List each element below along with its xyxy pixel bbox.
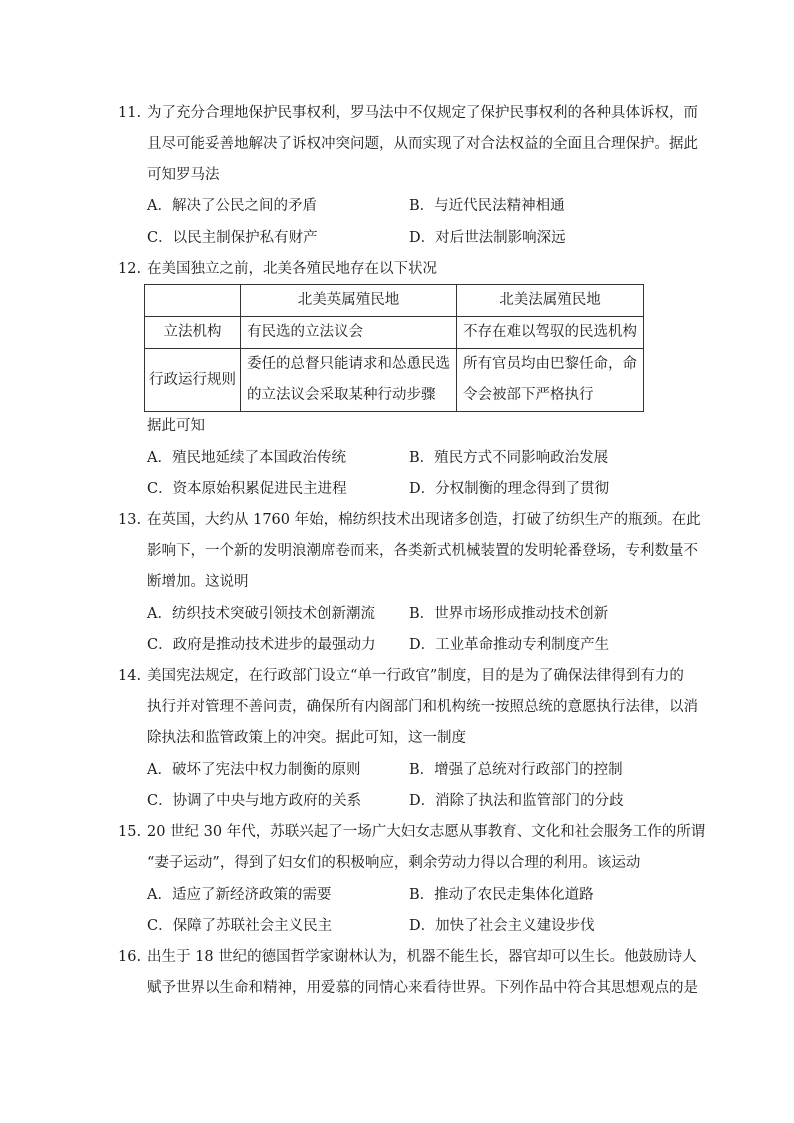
- question-stem-line: 执行并对管理不善问责，确保所有内阁部门和机构统一按照总统的意愿执行法律，以消: [147, 699, 698, 715]
- table-row-label: 行政运行规则: [145, 349, 241, 412]
- option-c: C．以民主制保护私有财产: [147, 230, 318, 246]
- question-number: 13.: [118, 512, 142, 528]
- question-stem-line: 除执法和监管政策上的冲突。据此可知，这一制度: [147, 730, 466, 746]
- question-number: 12.: [118, 261, 142, 277]
- question-stem-line: “妻子运动”，得到了妇女们的积极响应，剩余劳动力得以合理的利用。该运动: [147, 855, 641, 871]
- table-row-label: 立法机构: [145, 317, 241, 349]
- table-header-cell: 北美英属殖民地: [241, 285, 457, 317]
- question-stem-line: 为了充分合理地保护民事权利，罗马法中不仅规定了保护民事权利的各种具体诉权，而: [147, 105, 698, 121]
- question-number: 16.: [118, 949, 142, 965]
- comparison-table: [144, 284, 644, 412]
- question-stem-line: 影响下，一个新的发明浪潮席卷而来，各类新式机械装置的发明轮番登场，专利数量不: [147, 543, 698, 559]
- question-stem-line: 断增加。这说明: [147, 574, 249, 590]
- option-d: D．消除了执法和监管部门的分歧: [409, 793, 624, 809]
- option-c: C．保障了苏联社会主义民主: [147, 918, 333, 934]
- question-stem-line: 20 世纪 30 年代，苏联兴起了一场广大妇女志愿从事教育、文化和社会服务工作的所谓: [147, 824, 706, 840]
- option-a: A．适应了新经济政策的需要: [147, 887, 332, 903]
- table-cell-line: 委任的总督只能请求和怂恿民选: [247, 356, 450, 372]
- option-d: D．分权制衡的理念得到了贯彻: [409, 481, 610, 497]
- option-c: C．政府是推动技术进步的最强动力: [147, 637, 376, 653]
- option-a: A．破坏了宪法中权力制衡的原则: [147, 762, 361, 778]
- question-stem-line: 可知罗马法: [147, 167, 220, 183]
- question-stem-line: 在美国独立之前，北美各殖民地存在以下状况: [147, 261, 437, 277]
- table-cell-line: 所有官员均由巴黎任命，命: [463, 356, 637, 372]
- table-header-row: [145, 285, 644, 317]
- option-a: A．纺织技术突破引领技术创新潮流: [147, 606, 375, 622]
- option-b: B．殖民方式不同影响政治发展: [409, 450, 609, 466]
- table-row: [145, 349, 644, 412]
- question-prompt: 据此可知: [147, 418, 205, 434]
- table-cell: [241, 349, 457, 412]
- option-c: C．资本原始积累促进民主进程: [147, 481, 347, 497]
- table-header-cell: 北美法属殖民地: [457, 285, 644, 317]
- question-stem-line: 出生于 18 世纪的德国哲学家谢林认为，机器不能生长，器官却可以生长。他鼓励诗人: [147, 949, 697, 965]
- option-b: B．推动了农民走集体化道路: [409, 887, 594, 903]
- option-b: B．增强了总统对行政部门的控制: [409, 762, 623, 778]
- option-a: A．解决了公民之间的矛盾: [147, 198, 317, 214]
- table-header-cell: [145, 285, 241, 317]
- option-d: D．加快了社会主义建设步伐: [409, 918, 595, 934]
- option-c: C．协调了中央与地方政府的关系: [147, 793, 362, 809]
- question-number: 14.: [118, 668, 142, 684]
- question-stem-line: 美国宪法规定，在行政部门设立“单一行政官”制度，目的是为了确保法律得到有力的: [147, 668, 684, 684]
- table-cell-line: 令会被部下严格执行: [463, 387, 594, 403]
- option-d: D．对后世法制影响深远: [409, 230, 566, 246]
- option-d: D．工业革命推动专利制度产生: [409, 637, 610, 653]
- question-stem-line: 在英国，大约从 1760 年始，棉纺织技术出现诸多创造，打破了纺织生产的瓶颈。在此: [147, 512, 701, 528]
- question-number: 15.: [118, 824, 142, 840]
- table-cell: 不存在难以驾驭的民选机构: [457, 317, 644, 349]
- option-a: A．殖民地延续了本国政治传统: [147, 450, 346, 466]
- question-stem-line: 赋予世界以生命和精神，用爱慕的同情心来看待世界。下列作品中符合其思想观点的是: [147, 980, 698, 996]
- option-b: B．世界市场形成推动技术创新: [409, 606, 609, 622]
- table-cell: 有民选的立法议会: [241, 317, 457, 349]
- question-stem-line: 且尽可能妥善地解决了诉权冲突问题，从而实现了对合法权益的全面且合理保护。据此: [147, 136, 698, 152]
- table-row: [145, 317, 644, 349]
- table-cell-line: 的立法议会采取某种行动步骤: [247, 387, 436, 403]
- question-number: 11.: [118, 105, 142, 121]
- table-cell: [457, 349, 644, 412]
- option-b: B．与近代民法精神相通: [409, 198, 565, 214]
